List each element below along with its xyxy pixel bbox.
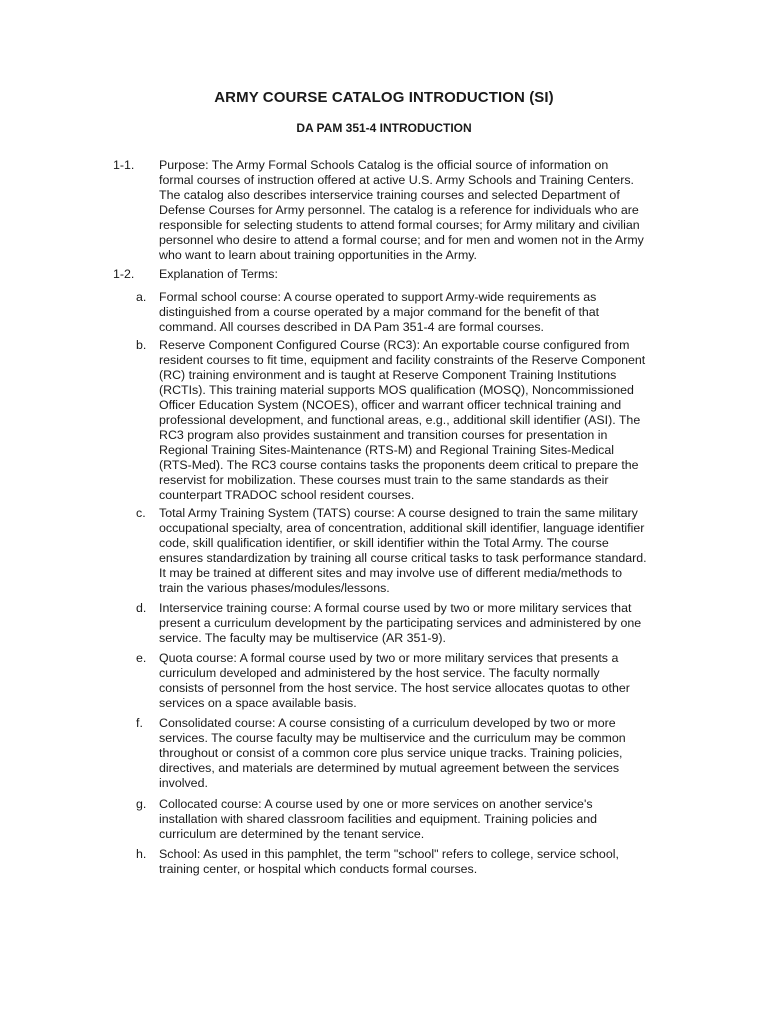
text-line: Formal school course: A course operated to support Army-wide requirements as — [159, 290, 597, 304]
text-line: Interservice training course: A formal course used by two or more military services that — [159, 601, 632, 615]
document-title: ARMY COURSE CATALOG INTRODUCTION (SI) — [214, 89, 554, 106]
text-line: reservist for mobilization. These courses must train to the same standards as their — [159, 473, 609, 487]
section-text — [159, 158, 659, 263]
section-number: 1-1. — [113, 158, 135, 172]
text-line: School: As used in this pamphlet, the term "school" refers to college, service school, — [159, 847, 619, 861]
text-line: service. The faculty may be multiservice (AR 351-9). — [159, 631, 446, 645]
text-line: training center, or hospital which conducts formal courses. — [159, 862, 478, 876]
text-line: RC3 program also provides sustainment and transition courses for presentation in — [159, 428, 608, 442]
term-text — [159, 716, 659, 791]
term-text — [159, 797, 659, 842]
text-line: ensures standardization by training all course critical tasks to task performance standard. — [159, 551, 647, 565]
text-line: code, skill qualification identifier, or skill identifier within the Total Army. The course — [159, 536, 609, 550]
text-line: Defense Courses for Army personnel. The catalog is a reference for individuals who are — [159, 203, 639, 217]
text-line: occupational specialty, area of concentration, additional skill identifier, language identifier — [159, 521, 645, 535]
text-line: involved. — [159, 776, 208, 790]
text-line: professional development, and functional areas, e.g., additional skill identifier (ASI). The — [159, 413, 641, 427]
term-letter: d. — [136, 601, 147, 615]
text-line: The catalog also describes interservice training courses and selected Department of — [159, 188, 620, 202]
term-letter: f. — [136, 716, 143, 730]
text-line: (RTS-Med). The RC3 course contains tasks the proponents deem critical to prepare the — [159, 458, 639, 472]
term-text — [159, 651, 659, 711]
text-line: command. All courses described in DA Pam 351-4 are formal courses. — [159, 320, 544, 334]
text-line: Total Army Training System (TATS) course: A course designed to train the same military — [159, 506, 638, 520]
term-letter: a. — [136, 290, 147, 304]
text-line: services on a space available basis. — [159, 696, 357, 710]
text-line: directives, and materials are determined by mutual agreement between the services — [159, 761, 620, 775]
term-letter: h. — [136, 847, 147, 861]
text-line: resident courses to fit time, equipment and facility constraints of the Reserve Component — [159, 353, 646, 367]
text-line: train the various phases/modules/lessons. — [159, 581, 390, 595]
text-line: Reserve Component Configured Course (RC3): An exportable course configured from — [159, 338, 630, 352]
text-line: curriculum are determined by the tenant service. — [159, 827, 425, 841]
text-line: consists of personnel from the host service. The host service allocates quotas to other — [159, 681, 630, 695]
text-line: Quota course: A formal course used by two or more military services that presents a — [159, 651, 619, 665]
text-line: present a curriculum development by the participating services and administered by one — [159, 616, 642, 630]
text-line: personnel who desire to attend a formal course; and for men and women not in the Army — [159, 233, 644, 247]
term-text — [159, 338, 659, 503]
text-line: (RC) training environment and is taught at Reserve Component Training Institutions — [159, 368, 617, 382]
text-line: It may be trained at different sites and may involve use of different media/methods to — [159, 566, 623, 580]
document-subtitle: DA PAM 351-4 INTRODUCTION — [296, 121, 472, 135]
text-line: (RCTIs). This training material supports MOS qualification (MOSQ), Noncommissioned — [159, 383, 634, 397]
term-text — [159, 290, 659, 335]
term-text — [159, 847, 659, 877]
text-line: Officer Education System (NCOES), officer and warrant officer technical training and — [159, 398, 622, 412]
text-line: Purpose: The Army Formal Schools Catalog is the official source of information on — [159, 158, 609, 172]
term-text — [159, 506, 659, 596]
term-letter: b. — [136, 338, 147, 352]
section-number: 1-2. — [113, 267, 135, 281]
text-line: Regional Training Sites-Maintenance (RTS-M) and Regional Training Sites-Medical — [159, 443, 614, 457]
term-letter: e. — [136, 651, 147, 665]
text-line: formal courses of instruction offered at active U.S. Army Schools and Training Centers. — [159, 173, 634, 187]
text-line: distinguished from a course operated by a major command for the benefit of that — [159, 305, 600, 319]
term-text — [159, 601, 659, 646]
text-line: Consolidated course: A course consisting of a curriculum developed by two or more — [159, 716, 616, 730]
term-letter: g. — [136, 797, 147, 811]
text-line: Explanation of Terms: — [159, 267, 278, 281]
text-line: installation with shared classroom facilities and equipment. Training policies and — [159, 812, 598, 826]
text-line: counterpart TRADOC school resident courses. — [159, 488, 415, 502]
text-line: who want to learn about training opportunities in the Army. — [159, 248, 477, 262]
text-line: curriculum developed and administered by the host service. The faculty normally — [159, 666, 600, 680]
text-line: Collocated course: A course used by one or more services on another service's — [159, 797, 593, 811]
text-line: throughout or consist of a common core plus service unique tracks. Training policies, — [159, 746, 623, 760]
text-line: responsible for selecting students to attend formal courses; for Army military and civilian — [159, 218, 640, 232]
text-line: services. The course faculty may be multiservice and the curriculum may be common — [159, 731, 626, 745]
section-text — [159, 267, 659, 282]
term-letter: c. — [136, 506, 146, 520]
